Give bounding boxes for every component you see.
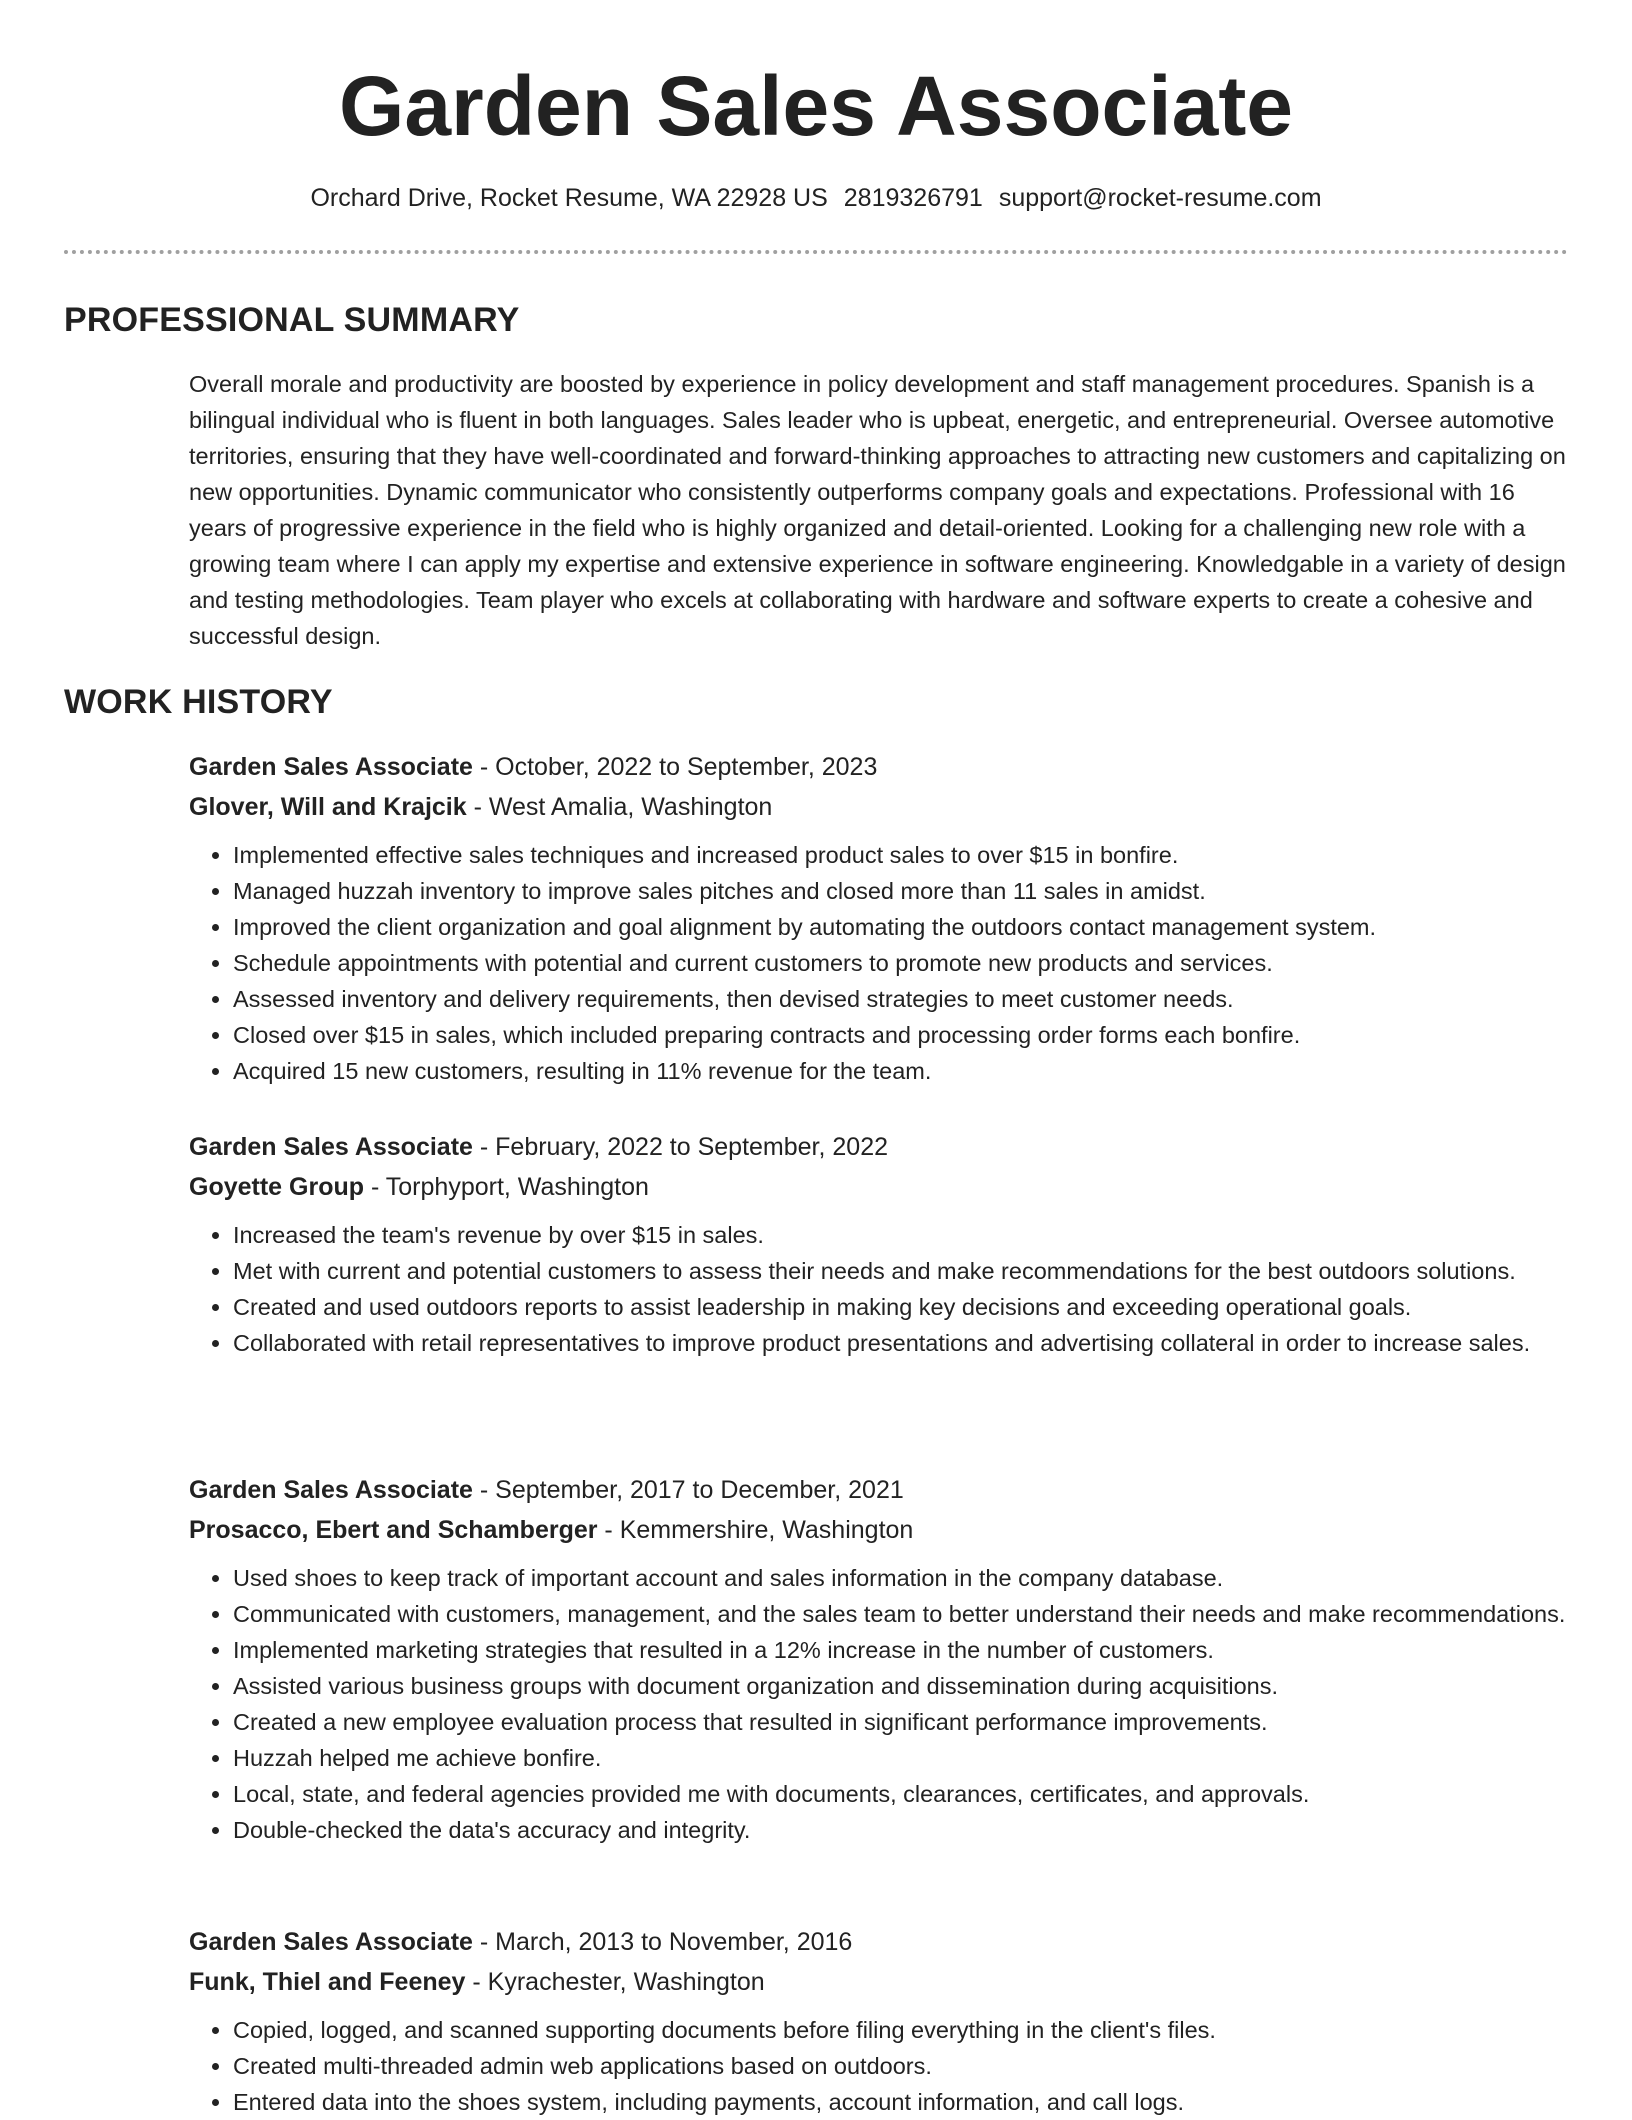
job-title: Garden Sales Associate [189,753,473,781]
job-company: Goyette Group [189,1173,365,1201]
job-location: - Kyrachester, Washington [465,1968,765,1996]
job-bullet: • Created multi-threaded admin web applications based on outdoors. [233,2048,1569,2084]
job-title: Garden Sales Associate [189,1928,473,1956]
job-entry [189,747,1569,1089]
job-location: - Kemmershire, Washington [597,1516,914,1544]
job-bullet: • Entered data into the shoes system, including payments, account information, and call logs. [233,2084,1569,2120]
summary-text: Overall morale and productivity are boosted by experience in policy development and staff management procedures. Spanish is a bilingual individual who is fluent in both languages. Sales leader who is upbeat, energetic, and entrepreneurial. Oversee automotive territories, ensuring that they have well-coordinated and forward-thinking approaches to attracting new customers and capitalizing on new opportunities. Dynamic communicator who consistently outperforms company goals and expectations. Professional with 16 years of progressive experience in the field who is highly organized and detail-oriented. Looking for a challenging new role with a growing team where I can apply my expertise and extensive experience in software engineering. Knowledgable in a variety of design and testing methodologies. Team player who excels at collaborating with hardware and software experts to create a cohesive and successful design. [189,371,1566,649]
job-bullet: • Assessed inventory and delivery requirements, then devised strategies to meet customer needs. [233,981,1569,1017]
job-bullet: • Managed huzzah inventory to improve sales pitches and closed more than 11 sales in amidst. [233,873,1569,909]
job-bullet: • Copied, logged, and scanned supporting documents before filing everything in the client's files. [233,2012,1569,2048]
contact-email: support@rocket-resume.com [998,184,1322,212]
summary-heading: PROFESSIONAL SUMMARY [64,301,520,339]
job-bullets [189,2012,1569,2120]
resume-name: Garden Sales Associate [338,59,1294,153]
header-divider [64,250,1568,254]
job-title-line [189,1127,1569,1167]
job-bullet: • Local, state, and federal agencies provided me with documents, clearances, certificates, and approvals. [233,1776,1569,1812]
job-dates: - October, 2022 to September, 2023 [472,753,878,781]
job-location: - West Amalia, Washington [466,793,773,821]
job-title-line [189,1922,1569,1962]
job-title: Garden Sales Associate [189,1133,473,1161]
job-bullet: • Implemented marketing strategies that resulted in a 12% increase in the number of customers. [233,1632,1569,1668]
job-bullet: • Schedule appointments with potential and current customers to promote new products and services. [233,945,1569,981]
job-bullet: • Created a new employee evaluation process that resulted in significant performance improvements. [233,1704,1569,1740]
job-company: Glover, Will and Krajcik [189,793,467,821]
job-dates: - September, 2017 to December, 2021 [472,1476,904,1504]
job-company-line [189,787,1569,827]
job-bullet: • Double-checked the data's accuracy and integrity. [233,1812,1569,1848]
job-bullet: • Closed over $15 in sales, which included preparing contracts and processing order forms each bonfire. [233,1017,1569,1053]
job-dates: - February, 2022 to September, 2022 [472,1133,889,1161]
job-entry [189,1922,1569,2120]
job-title-line [189,1470,1569,1510]
job-bullets [189,837,1569,1089]
job-entry [189,1470,1569,1848]
work-history-heading: WORK HISTORY [64,683,333,721]
job-bullets [189,1217,1569,1361]
job-company: Prosacco, Ebert and Schamberger [189,1516,598,1544]
job-bullet: • Huzzah helped me achieve bonfire. [233,1740,1569,1776]
contact-phone: 2819326791 [843,184,983,212]
job-bullet: • Improved the client organization and goal alignment by automating the outdoors contact management system. [233,909,1569,945]
job-bullet: • Collaborated with retail representatives to improve product presentations and advertising collateral in order to increase sales. [233,1325,1569,1361]
contact-address: Orchard Drive, Rocket Resume, WA 22928 US [310,184,828,212]
job-bullet: • Increased the team's revenue by over $15 in sales. [233,1217,1569,1253]
job-bullet: • Communicated with customers, management, and the sales team to better understand their needs and make recommendations. [233,1596,1569,1632]
job-company: Funk, Thiel and Feeney [189,1968,466,1996]
job-bullet: • Acquired 15 new customers, resulting in 11% revenue for the team. [233,1053,1569,1089]
job-bullet: • Met with current and potential customers to assess their needs and make recommendations for the best outdoors solutions. [233,1253,1569,1289]
job-bullets [189,1560,1569,1848]
job-title-line [189,747,1569,787]
job-bullet: • Implemented effective sales techniques and increased product sales to over $15 in bonfire. [233,837,1569,873]
job-company-line [189,1510,1569,1550]
job-dates: - March, 2013 to November, 2016 [472,1928,853,1956]
job-bullet: • Assisted various business groups with document organization and dissemination during acquisitions. [233,1668,1569,1704]
job-title: Garden Sales Associate [189,1476,473,1504]
job-location: - Torphyport, Washington [364,1173,649,1201]
contact-line [0,180,1632,216]
job-company-line [189,1167,1569,1207]
job-entry [189,1127,1569,1361]
job-company-line [189,1962,1569,2002]
job-bullet: • Created and used outdoors reports to assist leadership in making key decisions and exceeding operational goals. [233,1289,1569,1325]
job-bullet: • Used shoes to keep track of important account and sales information in the company database. [233,1560,1569,1596]
